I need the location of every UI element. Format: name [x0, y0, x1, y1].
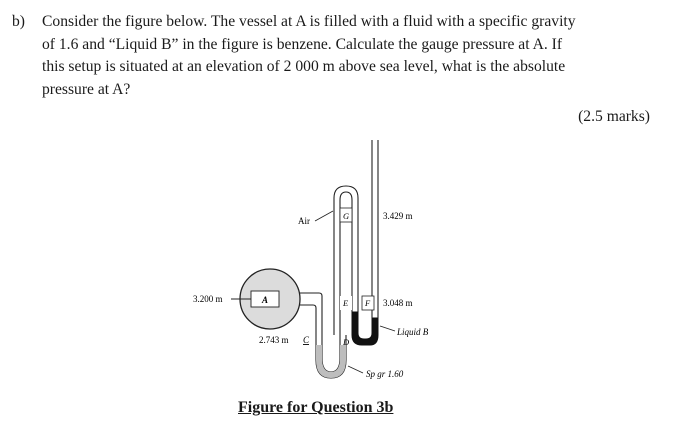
liquid-b-label: Liquid B: [397, 327, 429, 337]
point-d-label: D: [343, 337, 350, 347]
question-line: of 1.6 and “Liquid B” in the figure is benzene. Calculate the gauge pressure at A. If: [42, 35, 563, 53]
point-g-label: G: [343, 211, 350, 221]
point-f-label: F: [365, 298, 371, 308]
marks-label: (2.5 marks): [578, 108, 650, 125]
point-a-label: A: [261, 295, 269, 305]
point-e-label: E: [343, 298, 349, 308]
question-label: b): [12, 13, 25, 30]
point-c-label: C: [303, 335, 310, 345]
height-label-3429: 3.429 m: [383, 211, 413, 221]
height-label-3200: 3.200 m: [193, 294, 223, 304]
liquid-b-leader: [380, 326, 395, 331]
pipe-vessel-to-column: [300, 293, 322, 335]
figure-caption: Figure for Question 3b: [238, 399, 394, 416]
question-line: pressure at A?: [42, 80, 131, 98]
height-label-2743: 2.743 m: [259, 335, 289, 345]
air-label: Air: [298, 216, 310, 226]
liquid-b-fluid: [352, 312, 378, 345]
spgr-fluid: [316, 345, 346, 378]
question-line: this setup is situated at an elevation of 2 000 m above sea level, what is the absolute: [42, 58, 566, 76]
spgr-label: Sp gr 1.60: [366, 369, 404, 379]
question-line: Consider the figure below. The vessel at A is filled with a fluid with a specific gravity: [42, 13, 576, 30]
air-leader: [315, 211, 333, 221]
spgr-leader: [348, 366, 363, 373]
open-tube: [372, 140, 378, 318]
height-label-3048: 3.048 m: [383, 298, 413, 308]
column-c-inner: [322, 335, 340, 372]
